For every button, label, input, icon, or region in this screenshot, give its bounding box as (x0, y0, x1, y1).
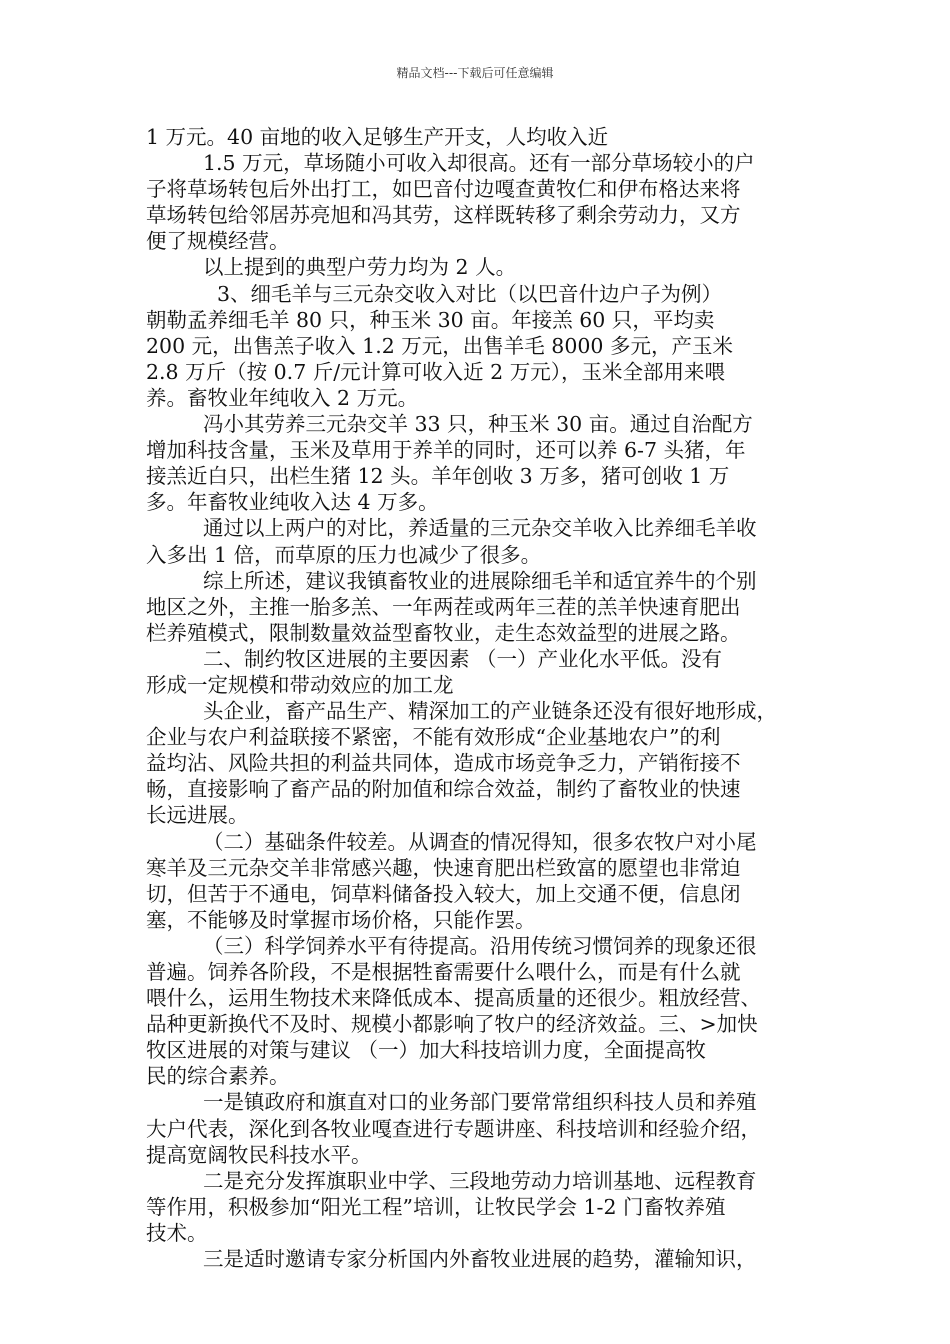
text-line: 综上所述，建议我镇畜牧业的进展除细毛羊和适宜养牛的个别 (203, 568, 757, 593)
text-line: 一是镇政府和旗直对口的业务部门要常常组织科技人员和养殖 (203, 1090, 757, 1115)
text-line: 三是适时邀请专家分析国内外畜牧业进展的趋势，灌输知识， (203, 1247, 757, 1272)
text-line: 二是充分发挥旗职业中学、三段地劳动力培训基地、远程教育 (203, 1168, 757, 1193)
text-line: 多。年畜牧业纯收入达 4 万多。 (146, 490, 439, 515)
text-line: 便了规模经营。 (146, 229, 290, 254)
page-header: 精品文档---下载后可任意编辑 (396, 66, 554, 80)
text-line: 普遍。饲养各阶段，不是根据牲畜需要什么喂什么，而是有什么就 (146, 960, 741, 984)
text-line: 1 万元。40 亩地的收入足够生产开支，人均收入近 (146, 125, 609, 149)
text-line: 接羔近白只，出栏生猪 12 头。羊年创收 3 万多，猪可创收 1 万 (146, 464, 730, 489)
text-line: 二、制约牧区进展的主要因素 （一）产业化水平低。没有 (203, 646, 723, 671)
text-line: 畅，直接影响了畜产品的附加值和综合效益，制约了畜牧业的快速 (146, 777, 741, 802)
text-line: 地区之外，主推一胎多羔、一年两茬或两年三茬的羔羊快速育肥出 (146, 594, 741, 619)
text-line: 大户代表，深化到各牧业嘎查进行专题讲座、科技培训和经验介绍， (146, 1116, 761, 1141)
text-line: 头企业，畜产品生产、精深加工的产业链条还没有很好地形成， (203, 699, 777, 724)
text-line: 养。畜牧业年纯收入 2 万元。 (146, 385, 419, 410)
text-line: 朝勒孟养细毛羊 80 只，种玉米 30 亩。年接羔 60 只，平均卖 (146, 307, 715, 332)
text-line: 3、细毛羊与三元杂交收入对比（以巴音什边户子为例） (217, 281, 723, 306)
text-line: 1.5 万元，草场随小可收入却很高。还有一部分草场较小的户 (203, 151, 755, 176)
text-line: 寒羊及三元杂交羊非常感兴趣，快速育肥出栏致富的愿望也非常迫 (146, 855, 741, 880)
text-line: 技术。 (146, 1220, 208, 1245)
text-line: 益均沾、风险共担的利益共同体，造成市场竞争乏力，产销衔接不 (146, 751, 741, 776)
text-line: 企业与农户利益联接不紧密，不能有效形成“企业基地农户”的利 (146, 725, 721, 750)
text-line: 提高宽阔牧民科技水平。 (146, 1142, 372, 1167)
text-line: 通过以上两户的对比，养适量的三元杂交羊收入比养细毛羊收 (203, 516, 757, 541)
text-line: 长远进展。 (146, 803, 249, 828)
text-line: 形成一定规模和带动效应的加工龙 (146, 672, 454, 697)
text-line: 子将草场转包后外出打工，如巴音付边嘎查黄牧仁和伊布格达来将 (146, 177, 741, 202)
text-line: 民的综合素养。 (146, 1064, 290, 1089)
text-line: 喂什么，运用生物技术来降低成本、提高质量的还很少。粗放经营、 (146, 986, 761, 1011)
text-line: 入多出 1 倍，而草原的压力也减少了很多。 (146, 542, 542, 567)
text-line: （三）科学饲养水平有待提高。沿用传统习惯饲养的现象还很 (203, 933, 757, 958)
text-line: 草场转包给邻居苏亮旭和冯其劳，这样既转移了剩余劳动力，又方 (146, 203, 741, 228)
text-line: 2.8 万斤（按 0.7 斤/元计算可收入近 2 万元），玉米全部用来喂 (146, 359, 725, 384)
text-line: 切，但苦于不通电，饲草料储备投入较大，加上交通不便，信息闭 (146, 881, 741, 906)
text-line: 栏养殖模式，限制数量效益型畜牧业，走生态效益型的进展之路。 (146, 620, 741, 645)
text-line: 冯小其劳养三元杂交羊 33 只，种玉米 30 亩。通过自治配方 (203, 412, 753, 437)
text-line: 塞，不能够及时掌握市场价格，只能作罢。 (146, 907, 536, 932)
text-line: 以上提到的典型户劳力均为 2 人。 (203, 255, 517, 280)
text-line: 品种更新换代不及时、规模小都影响了牧户的经济效益。三、>加快 (146, 1012, 758, 1037)
text-line: 200 元，出售羔子收入 1.2 万元，出售羊毛 8000 多元，产玉米 (146, 333, 733, 358)
text-line: 牧区进展的对策与建议 （一）加大科技培训力度，全面提高牧 (146, 1038, 707, 1063)
text-line: 增加科技含量，玉米及草用于养羊的同时，还可以养 6-7 头猪，年 (146, 438, 746, 463)
text-line: （二）基础条件较差。从调查的情况得知，很多农牧户对小尾 (203, 829, 757, 854)
text-line: 等作用，积极参加“阳光工程”培训，让牧民学会 1-2 门畜牧养殖 (146, 1194, 726, 1219)
document-body (146, 124, 822, 1272)
